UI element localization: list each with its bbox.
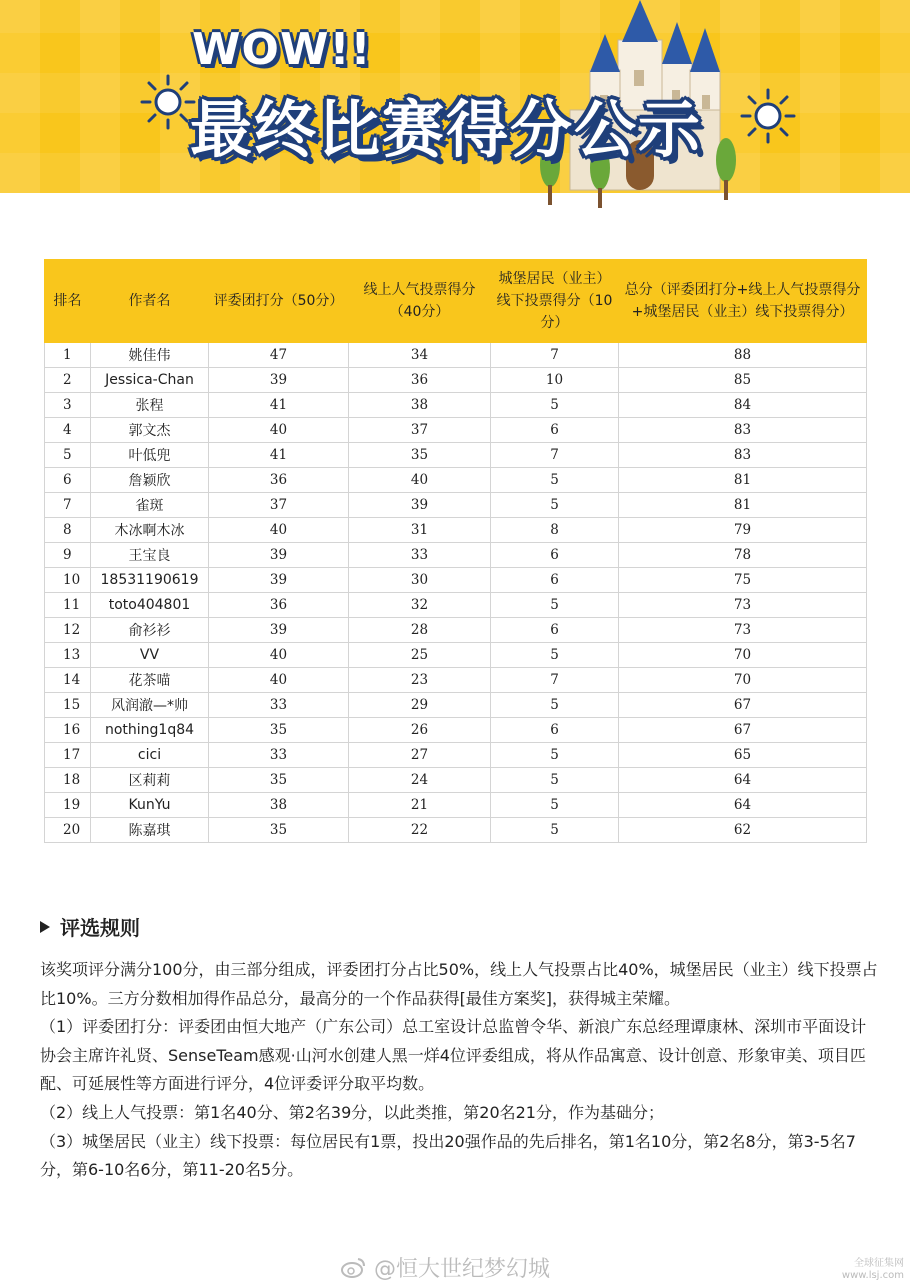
cell-online: 30 bbox=[349, 568, 491, 593]
cell-online: 32 bbox=[349, 593, 491, 618]
cell-judge: 36 bbox=[209, 468, 349, 493]
cell-online: 21 bbox=[349, 793, 491, 818]
header-offline-vote: 城堡居民（业主）线下投票得分（10分） bbox=[491, 260, 619, 343]
cell-total: 78 bbox=[619, 543, 867, 568]
score-table bbox=[44, 259, 867, 843]
cell-judge: 41 bbox=[209, 443, 349, 468]
header-rank: 排名 bbox=[45, 260, 91, 343]
cell-rank: 15 bbox=[45, 693, 91, 718]
sun-left-icon bbox=[138, 72, 198, 132]
cell-total: 79 bbox=[619, 518, 867, 543]
cell-rank: 20 bbox=[45, 818, 91, 843]
cell-total: 85 bbox=[619, 368, 867, 393]
cell-total: 81 bbox=[619, 493, 867, 518]
cell-rank: 6 bbox=[45, 468, 91, 493]
cell-total: 62 bbox=[619, 818, 867, 843]
cell-author: 王宝良 bbox=[91, 543, 209, 568]
table-row bbox=[45, 568, 867, 593]
cell-online: 25 bbox=[349, 643, 491, 668]
weibo-icon bbox=[340, 1257, 366, 1279]
cell-offline: 6 bbox=[491, 618, 619, 643]
cell-author: 木冰啊木冰 bbox=[91, 518, 209, 543]
cell-rank: 16 bbox=[45, 718, 91, 743]
cell-total: 73 bbox=[619, 618, 867, 643]
cell-judge: 40 bbox=[209, 643, 349, 668]
cell-rank: 10 bbox=[45, 568, 91, 593]
cell-author: nothing1q84 bbox=[91, 718, 209, 743]
cell-author: Jessica-Chan bbox=[91, 368, 209, 393]
cell-total: 64 bbox=[619, 793, 867, 818]
table-row bbox=[45, 743, 867, 768]
cell-rank: 19 bbox=[45, 793, 91, 818]
table-row bbox=[45, 793, 867, 818]
cell-author: 郭文杰 bbox=[91, 418, 209, 443]
cell-rank: 7 bbox=[45, 493, 91, 518]
cell-judge: 39 bbox=[209, 568, 349, 593]
cell-judge: 39 bbox=[209, 368, 349, 393]
cell-online: 29 bbox=[349, 693, 491, 718]
cell-online: 40 bbox=[349, 468, 491, 493]
page-title: 最终比赛得分公示 bbox=[190, 93, 703, 166]
cell-offline: 8 bbox=[491, 518, 619, 543]
cell-offline: 10 bbox=[491, 368, 619, 393]
cell-judge: 40 bbox=[209, 668, 349, 693]
cell-offline: 5 bbox=[491, 818, 619, 843]
cell-judge: 37 bbox=[209, 493, 349, 518]
cell-author: 风润澈—*帅 bbox=[91, 693, 209, 718]
cell-online: 28 bbox=[349, 618, 491, 643]
cell-total: 75 bbox=[619, 568, 867, 593]
cell-author: cici bbox=[91, 743, 209, 768]
cell-author: 18531190619 bbox=[91, 568, 209, 593]
table-row bbox=[45, 593, 867, 618]
header-banner bbox=[0, 0, 910, 193]
cell-online: 37 bbox=[349, 418, 491, 443]
cell-author: 雀斑 bbox=[91, 493, 209, 518]
cell-rank: 8 bbox=[45, 518, 91, 543]
cell-total: 67 bbox=[619, 693, 867, 718]
cell-rank: 1 bbox=[45, 343, 91, 368]
cell-rank: 5 bbox=[45, 443, 91, 468]
cell-offline: 5 bbox=[491, 643, 619, 668]
cell-online: 36 bbox=[349, 368, 491, 393]
table-header-row bbox=[45, 260, 867, 343]
table-row bbox=[45, 368, 867, 393]
cell-author: 叶低兜 bbox=[91, 443, 209, 468]
rules-paragraph: （1）评委团打分：评委团由恒大地产（广东公司）总工室设计总监曾令华、新浪广东总经理谭康林、深圳市平面设计协会主席许礼贤、SenseTeam感观·山河水创建人黑一烊4位评委组成，将从作品寓意、设计创意、形象审美、项目匹配、可延展性等方面进行评分，4位评委评分取平均数。 bbox=[40, 1017, 867, 1094]
wow-heading: WOW!! bbox=[192, 24, 372, 75]
table-row bbox=[45, 393, 867, 418]
rules-heading bbox=[40, 912, 140, 941]
header-online-vote: 线上人气投票得分（40分） bbox=[349, 260, 491, 343]
cell-online: 39 bbox=[349, 493, 491, 518]
cell-offline: 7 bbox=[491, 343, 619, 368]
header-judge-score: 评委团打分（50分） bbox=[209, 260, 349, 343]
rules-paragraph: 该奖项评分满分100分，由三部分组成，评委团打分占比50%，线上人气投票占比40%，城堡居民（业主）线下投票占比10%。三方分数相加得作品总分，最高分的一个作品获得[最佳方案奖]，获得城主荣耀。 bbox=[40, 960, 878, 1008]
cell-author: 花茶喵 bbox=[91, 668, 209, 693]
cell-author: 区莉莉 bbox=[91, 768, 209, 793]
table-row bbox=[45, 618, 867, 643]
table-row bbox=[45, 468, 867, 493]
cell-judge: 35 bbox=[209, 818, 349, 843]
triangle-bullet-icon bbox=[40, 921, 50, 933]
cell-rank: 4 bbox=[45, 418, 91, 443]
cell-author: 姚佳伟 bbox=[91, 343, 209, 368]
cell-offline: 5 bbox=[491, 593, 619, 618]
weibo-watermark bbox=[340, 1252, 550, 1283]
table-row bbox=[45, 343, 867, 368]
cell-author: VV bbox=[91, 643, 209, 668]
cell-judge: 41 bbox=[209, 393, 349, 418]
table-row bbox=[45, 693, 867, 718]
cell-offline: 6 bbox=[491, 543, 619, 568]
cell-judge: 39 bbox=[209, 618, 349, 643]
table-row bbox=[45, 518, 867, 543]
cell-online: 27 bbox=[349, 743, 491, 768]
cell-rank: 2 bbox=[45, 368, 91, 393]
cell-offline: 7 bbox=[491, 668, 619, 693]
cell-judge: 36 bbox=[209, 593, 349, 618]
cell-author: toto404801 bbox=[91, 593, 209, 618]
header-total: 总分（评委团打分+线上人气投票得分+城堡居民（业主）线下投票得分） bbox=[619, 260, 867, 343]
weibo-handle: @恒大世纪梦幻城 bbox=[374, 1257, 551, 1282]
cell-online: 23 bbox=[349, 668, 491, 693]
cell-judge: 33 bbox=[209, 693, 349, 718]
cell-offline: 5 bbox=[491, 743, 619, 768]
cell-judge: 33 bbox=[209, 743, 349, 768]
table-row bbox=[45, 768, 867, 793]
cell-author: 张程 bbox=[91, 393, 209, 418]
cell-offline: 5 bbox=[491, 393, 619, 418]
cell-rank: 12 bbox=[45, 618, 91, 643]
table-row bbox=[45, 493, 867, 518]
cell-judge: 39 bbox=[209, 543, 349, 568]
table-row bbox=[45, 718, 867, 743]
cell-offline: 5 bbox=[491, 693, 619, 718]
cell-offline: 5 bbox=[491, 468, 619, 493]
cell-total: 70 bbox=[619, 643, 867, 668]
table-row bbox=[45, 818, 867, 843]
cell-judge: 35 bbox=[209, 768, 349, 793]
table-row bbox=[45, 643, 867, 668]
cell-total: 88 bbox=[619, 343, 867, 368]
cell-author: KunYu bbox=[91, 793, 209, 818]
cell-online: 33 bbox=[349, 543, 491, 568]
cell-online: 38 bbox=[349, 393, 491, 418]
cell-online: 24 bbox=[349, 768, 491, 793]
cell-rank: 13 bbox=[45, 643, 91, 668]
cell-rank: 18 bbox=[45, 768, 91, 793]
cell-judge: 35 bbox=[209, 718, 349, 743]
cell-online: 22 bbox=[349, 818, 491, 843]
rules-paragraph: （2）线上人气投票：第1名40分、第2名39分，以此类推，第20名21分，作为基础分； bbox=[40, 1102, 664, 1122]
cell-total: 81 bbox=[619, 468, 867, 493]
cell-total: 84 bbox=[619, 393, 867, 418]
cell-judge: 47 bbox=[209, 343, 349, 368]
cell-online: 26 bbox=[349, 718, 491, 743]
table-row bbox=[45, 443, 867, 468]
cell-total: 83 bbox=[619, 418, 867, 443]
header-author: 作者名 bbox=[91, 260, 209, 343]
table-row bbox=[45, 668, 867, 693]
table-row bbox=[45, 418, 867, 443]
cell-offline: 5 bbox=[491, 493, 619, 518]
cell-total: 65 bbox=[619, 743, 867, 768]
site-watermark bbox=[842, 1258, 904, 1282]
cell-offline: 6 bbox=[491, 418, 619, 443]
cell-author: 陈嘉琪 bbox=[91, 818, 209, 843]
rules-heading-text: 评选规则 bbox=[60, 916, 140, 940]
cell-online: 31 bbox=[349, 518, 491, 543]
cell-rank: 3 bbox=[45, 393, 91, 418]
cell-rank: 9 bbox=[45, 543, 91, 568]
cell-rank: 14 bbox=[45, 668, 91, 693]
cell-offline: 6 bbox=[491, 568, 619, 593]
rules-body bbox=[40, 956, 880, 1185]
watermark-url: www.lsj.com bbox=[841, 1270, 904, 1281]
table-row bbox=[45, 543, 867, 568]
watermark-line: 全球征集网 bbox=[854, 1258, 904, 1269]
rules-paragraph: （3）城堡居民（业主）线下投票：每位居民有1票，投出20强作品的先后排名，第1名10分，第2名8分，第3-5名7分，第6-10名6分，第11-20名5分。 bbox=[40, 1131, 856, 1180]
cell-total: 67 bbox=[619, 718, 867, 743]
cell-judge: 40 bbox=[209, 418, 349, 443]
cell-online: 35 bbox=[349, 443, 491, 468]
cell-judge: 40 bbox=[209, 518, 349, 543]
cell-offline: 5 bbox=[491, 793, 619, 818]
cell-author: 俞衫衫 bbox=[91, 618, 209, 643]
cell-online: 34 bbox=[349, 343, 491, 368]
cell-total: 70 bbox=[619, 668, 867, 693]
cell-judge: 38 bbox=[209, 793, 349, 818]
score-table-wrap bbox=[44, 259, 866, 843]
cell-total: 83 bbox=[619, 443, 867, 468]
cell-rank: 17 bbox=[45, 743, 91, 768]
cell-offline: 5 bbox=[491, 768, 619, 793]
table-body bbox=[45, 343, 867, 843]
cell-author: 詹颖欣 bbox=[91, 468, 209, 493]
cell-rank: 11 bbox=[45, 593, 91, 618]
cell-total: 73 bbox=[619, 593, 867, 618]
cell-offline: 7 bbox=[491, 443, 619, 468]
cell-total: 64 bbox=[619, 768, 867, 793]
cell-offline: 6 bbox=[491, 718, 619, 743]
